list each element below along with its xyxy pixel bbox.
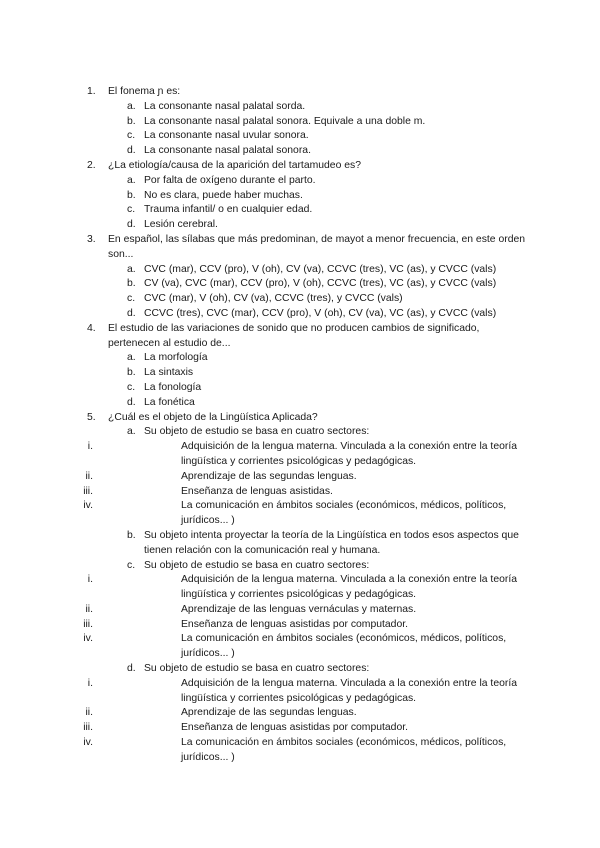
option-text: La consonante nasal palatal sonora. <box>144 145 311 157</box>
option-text: Trauma infantil/ o en cualquier edad. <box>144 204 313 216</box>
option-label: c. <box>127 381 136 393</box>
sub-option-text: Adquisición de la lengua materna. Vinculada a la conexión entre la teoría lingüística y corrientes psicológicas y pedagógicas. <box>181 574 517 601</box>
option-label: a. <box>127 352 136 364</box>
option <box>0 292 528 307</box>
sub-option-text: Enseñanza de lenguas asistidas por computador. <box>181 618 409 630</box>
option-text: Su objeto de estudio se basa en cuatro sectores: <box>144 559 370 571</box>
sub-option-label: iv. <box>83 737 93 749</box>
question-number: 5. <box>87 411 96 423</box>
question-number: 3. <box>87 233 96 245</box>
option <box>0 100 528 115</box>
question-2 <box>0 159 528 174</box>
sub-option-label: i. <box>87 441 93 453</box>
sub-option <box>0 736 528 766</box>
option-label: d. <box>127 663 136 675</box>
option-text: CVC (mar), V (oh), CV (va), CCVC (tres), y CVCC (vals) <box>144 293 403 305</box>
option-text: La sintaxis <box>144 367 194 379</box>
sub-option-label: ii. <box>85 603 93 615</box>
option-label: d. <box>127 219 136 231</box>
option <box>0 559 528 574</box>
option-text: La fonología <box>144 381 202 393</box>
question-text: ¿La etiología/causa de la aparición del tartamudeo es? <box>108 159 362 171</box>
option-label: c. <box>127 204 136 216</box>
question-number: 2. <box>87 159 96 171</box>
option-text: Por falta de oxígeno durante el parto. <box>144 174 316 186</box>
question-text: ¿Cuál es el objeto de la Lingüística Aplicada? <box>108 411 318 423</box>
sub-option-label: iv. <box>83 633 93 645</box>
sub-option <box>0 485 528 500</box>
sub-option-label: iii. <box>83 485 93 497</box>
option-label: d. <box>127 396 136 408</box>
sub-option-label: i. <box>87 677 93 689</box>
sub-option <box>0 632 528 662</box>
question-number: 1. <box>87 86 96 97</box>
question-5 <box>0 411 528 426</box>
option-label: c. <box>127 130 136 142</box>
sub-option-text: Enseñanza de lenguas asistidas por computador. <box>181 722 409 734</box>
sub-option-text: La comunicación en ámbitos sociales (económicos, médicos, políticos, jurídicos... ) <box>181 737 507 763</box>
option-text: Su objeto intenta proyectar la teoría de la Lingüística en todos esos aspectos que tienen relación con la comunicación real y humana. <box>144 529 519 556</box>
option-text: CVC (mar), CCV (pro), V (oh), CV (va), CCVC (tres), VC (as), y CVCC (vals) <box>144 263 497 275</box>
sub-option-text: Adquisición de la lengua materna. Vinculada a la conexión entre la teoría lingüística y corrientes psicológicas y pedagógicas. <box>181 441 517 467</box>
option-label: b. <box>127 367 136 379</box>
option-label: a. <box>127 426 136 438</box>
option <box>0 263 528 278</box>
question-text: El fonema ɲ es: <box>108 86 181 97</box>
sub-option-text: Aprendizaje de las segundas lenguas. <box>181 707 357 719</box>
question-1 <box>0 85 528 100</box>
option-text: Su objeto de estudio se basa en cuatro sectores: <box>144 426 370 438</box>
option <box>0 218 528 233</box>
option <box>0 425 528 440</box>
question-4 <box>0 322 528 352</box>
sub-option <box>0 603 528 618</box>
option-label: b. <box>127 278 136 290</box>
option <box>0 351 528 366</box>
question-text: En español, las sílabas que más predominan, de mayot a menor frecuencia, en este orden son... <box>108 233 526 260</box>
option <box>0 203 528 218</box>
option <box>0 115 528 130</box>
option-label: c. <box>127 293 136 305</box>
sub-option <box>0 706 528 721</box>
sub-option-text: Aprendizaje de las lenguas vernáculas y maternas. <box>181 603 417 615</box>
sub-option <box>0 440 528 470</box>
sub-option-label: i. <box>87 574 93 586</box>
option <box>0 529 528 559</box>
question-text: El estudio de las variaciones de sonido que no producen cambios de significado, pertenecen al estudio de... <box>108 322 480 349</box>
option-text: Su objeto de estudio se basa en cuatro sectores: <box>144 663 370 675</box>
option <box>0 174 528 189</box>
option <box>0 366 528 381</box>
option-text: La consonante nasal uvular sonora. <box>144 130 309 142</box>
option-text: La morfología <box>144 352 208 364</box>
option-text: No es clara, puede haber muchas. <box>144 189 303 201</box>
option-label: a. <box>127 174 136 186</box>
option-label: b. <box>127 189 136 201</box>
sub-option-label: ii. <box>85 470 93 482</box>
option <box>0 144 528 159</box>
sub-option-label: iii. <box>83 722 93 734</box>
sub-option <box>0 573 528 603</box>
sub-option-text: La comunicación en ámbitos sociales (económicos, médicos, políticos, jurídicos... ) <box>181 633 507 660</box>
sub-option-label: ii. <box>85 707 93 719</box>
option-label: c. <box>127 559 136 571</box>
option-text: La consonante nasal palatal sonora. Equivale a una doble m. <box>144 115 426 127</box>
option-text: La consonante nasal palatal sorda. <box>144 100 306 112</box>
sub-option <box>0 470 528 485</box>
sub-option <box>0 721 528 736</box>
option-label: b. <box>127 529 136 541</box>
sub-option-text: Enseñanza de lenguas asistidas. <box>181 485 333 497</box>
question-number: 4. <box>87 322 96 334</box>
sub-option-text: Aprendizaje de las segundas lenguas. <box>181 470 357 482</box>
option-text: La fonética <box>144 396 195 408</box>
question-list <box>0 85 600 766</box>
sub-option <box>0 677 528 707</box>
sub-option-label: iii. <box>83 618 93 630</box>
sub-option-text: La comunicación en ámbitos sociales (económicos, médicos, políticos, jurídicos... ) <box>181 500 507 527</box>
sub-option <box>0 499 528 529</box>
option <box>0 396 528 411</box>
option-text: CV (va), CVC (mar), CCV (pro), V (oh), CCVC (tres), VC (as), y CVCC (vals) <box>144 278 497 290</box>
option-label: d. <box>127 145 136 157</box>
sub-option-label: iv. <box>83 500 93 512</box>
option <box>0 307 528 322</box>
option-label: d. <box>127 307 136 319</box>
option-text: CCVC (tres), CVC (mar), CCV (pro), V (oh), CV (va), VC (as), y CVCC (vals) <box>144 307 497 319</box>
option-label: a. <box>127 100 136 112</box>
option <box>0 129 528 144</box>
option <box>0 662 528 677</box>
sub-option-text: Adquisición de la lengua materna. Vinculada a la conexión entre la teoría lingüística y corrientes psicológicas y pedagógicas. <box>181 677 517 704</box>
option-label: b. <box>127 115 136 127</box>
question-3 <box>0 233 528 263</box>
option-label: a. <box>127 263 136 275</box>
option <box>0 381 528 396</box>
sub-option <box>0 618 528 633</box>
option <box>0 189 528 204</box>
option <box>0 277 528 292</box>
option-text: Lesión cerebral. <box>144 219 218 231</box>
